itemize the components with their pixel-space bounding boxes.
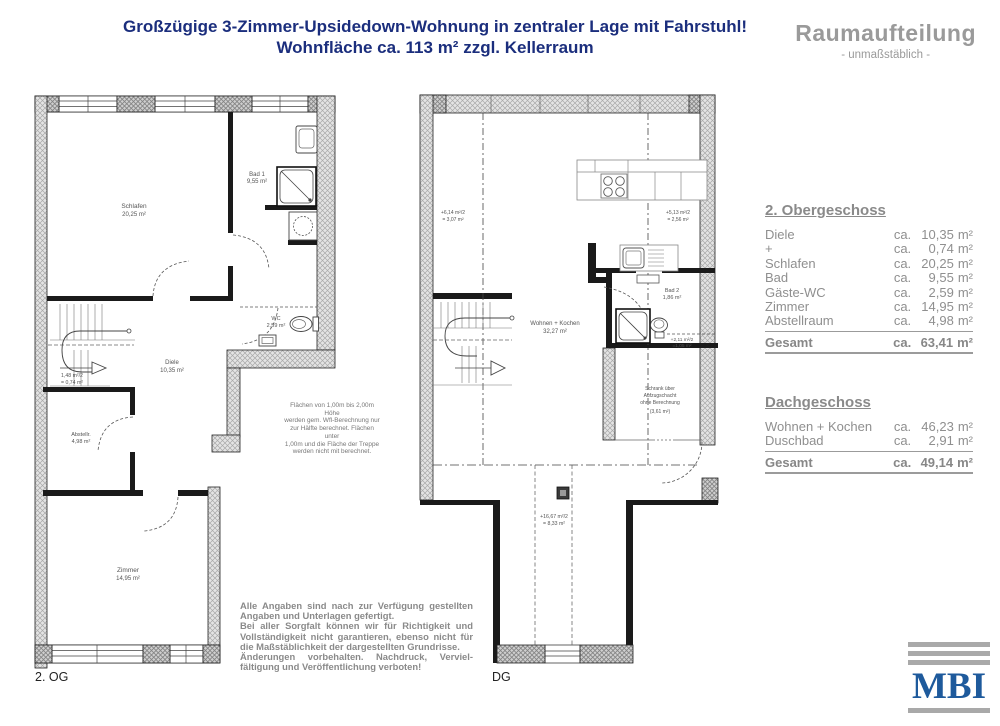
area-table-og xyxy=(765,202,973,354)
area-row xyxy=(765,257,973,271)
stair-half-area-line1: 1,48 m²/2 xyxy=(61,373,83,379)
area-row-unit: m² xyxy=(957,299,973,315)
area-total-label: Gesamt xyxy=(765,454,813,470)
area-total-prefix: ca. xyxy=(893,334,912,350)
area-row-num: 9,55 xyxy=(928,270,954,286)
area-row-num: 14,95 xyxy=(921,299,954,315)
area-row-prefix: ca. xyxy=(893,255,912,271)
page-title-line1: Großzügige 3-Zimmer-Upsidedown-Wohnung in zentraler Lage mit Fahrstuhl! xyxy=(123,17,747,36)
room-label-wc-name: WC xyxy=(271,316,281,322)
bad2-half-line2: =1,05 m² xyxy=(672,344,692,349)
calculation-note-line: werden gem. Wfl-Berechnung nur xyxy=(284,417,380,425)
calculation-note-line: werden nicht mit berechnet. xyxy=(292,448,372,456)
area-row-num: 46,23 xyxy=(921,419,954,434)
area-total-label: Gesamt xyxy=(765,334,813,350)
stair-half-area-line2: = 0,74 m² xyxy=(60,380,84,386)
dormer-right-line1: +5,13 m²/2 xyxy=(665,210,691,216)
room-label-wc-area: 2,59 m² xyxy=(266,323,286,329)
disclaimer xyxy=(240,601,473,672)
disclaimer-line: die Maßstäblichkeit der dargestellten Grundrisse. xyxy=(240,640,460,652)
area-total-row xyxy=(765,454,973,474)
kitchen-counter-icon xyxy=(577,160,707,200)
room-label-abstell-name: Abstellr. xyxy=(71,432,91,438)
floor-label-2og: 2. OG xyxy=(35,670,69,684)
area-row-unit: m² xyxy=(957,313,973,329)
logo-bar xyxy=(908,708,990,713)
area-row-num: 2,91 xyxy=(928,433,954,449)
area-row-label: Diele xyxy=(765,227,795,242)
area-total-num: 63,41 xyxy=(920,334,954,350)
schrank-label-line4: (3,61 m²) xyxy=(649,409,671,415)
area-row-prefix: ca. xyxy=(893,313,912,329)
room-label-bad2-name: Bad 2 xyxy=(664,288,680,294)
kitchen-sink-icon xyxy=(620,245,678,271)
disclaimer-line: Änderungen vorbehalten. Nachdruck, Verviel- xyxy=(240,651,473,663)
area-row-unit: m² xyxy=(957,284,973,300)
area-row-unit: m² xyxy=(957,227,973,242)
area-row-prefix: ca. xyxy=(893,227,912,242)
area-table-dg-heading: Dachgeschoss xyxy=(765,394,871,411)
room-label-zimmer-name: Zimmer xyxy=(116,567,140,574)
area-total-prefix: ca. xyxy=(893,454,912,470)
chimney-icon xyxy=(557,487,569,499)
room-label-schlafen-area: 20,25 m² xyxy=(122,212,146,218)
area-row-num: 20,25 xyxy=(921,255,954,271)
area-row xyxy=(765,286,973,300)
room-label-abstell-area: 4,98 m² xyxy=(71,439,91,445)
area-row-num: 0,74 xyxy=(928,241,954,257)
area-row-unit: m² xyxy=(957,433,973,449)
washing-machine-icon xyxy=(289,212,317,240)
logo-bar xyxy=(908,660,990,665)
bathtub-shower-icon xyxy=(277,126,317,206)
corner-subtitle: - unmaßstäblich - xyxy=(841,49,931,61)
area-row-label: Bad xyxy=(765,270,789,286)
disclaimer-line: fältigung und Veröffentlichung verboten! xyxy=(240,661,422,673)
area-row-unit: m² xyxy=(957,419,973,434)
disclaimer-line: Angaben und Unterlagen gefertigt. xyxy=(240,610,395,622)
floor-label-dg: DG xyxy=(492,670,511,684)
page-title xyxy=(30,16,840,58)
calculation-note xyxy=(284,402,380,456)
room-label-diele-name: Diele xyxy=(165,360,179,366)
area-row-prefix: ca. xyxy=(893,241,912,257)
area-row-prefix: ca. xyxy=(893,419,912,434)
mbi-logo-text: MBI xyxy=(912,666,986,707)
tail-half-line2: = 8,33 m² xyxy=(542,521,566,527)
area-total-num: 49,14 xyxy=(920,454,954,470)
area-row-prefix: ca. xyxy=(893,284,912,300)
corner-title: Raumaufteilung xyxy=(795,20,976,46)
area-row-num: 10,35 xyxy=(921,227,954,242)
shower-icon xyxy=(616,309,650,343)
area-row xyxy=(765,434,973,451)
calculation-note-line: zur Hälfte berechnet. Flächen unter xyxy=(290,425,374,440)
area-total-unit: m² xyxy=(957,334,973,350)
room-label-wohnen-name: Wohnen + Kochen xyxy=(530,321,580,327)
room-label-wohnen-area: 32,27 m² xyxy=(543,329,567,335)
mbi-logo xyxy=(908,642,990,713)
logo-bar xyxy=(908,642,990,647)
schrank-box xyxy=(615,440,702,483)
room-label-diele-area: 10,35 m² xyxy=(160,368,184,374)
floorplan-dg xyxy=(415,88,725,688)
schrank-label-line1: Schrank über xyxy=(645,386,675,392)
room-label-bad2-area: 1,86 m² xyxy=(662,295,682,301)
disclaimer-line: Alle Angaben sind nach zur Verfügung gestellten xyxy=(240,600,473,611)
area-row-num: 4,98 xyxy=(928,313,954,329)
area-table-og-heading: 2. Obergeschoss xyxy=(765,202,886,219)
logo-bar xyxy=(908,651,990,656)
dormer-left-line1: +6,14 m²/2 xyxy=(440,210,466,216)
area-row-label: Zimmer xyxy=(765,299,810,315)
area-row-label: Abstellraum xyxy=(765,313,834,329)
area-row xyxy=(765,420,973,434)
area-row xyxy=(765,271,973,285)
area-total-unit: m² xyxy=(957,454,973,470)
room-label-zimmer-area: 14,95 m² xyxy=(116,576,140,582)
area-row xyxy=(765,300,973,314)
page-title-line2: Wohnfläche ca. 113 m² zzgl. Kellerraum xyxy=(276,38,594,57)
dormer-left-line2: = 3,07 m² xyxy=(442,217,464,223)
area-row-label: Gäste-WC xyxy=(765,284,826,300)
area-row-unit: m² xyxy=(957,241,973,257)
calculation-note-line: Flächen von 1,00m bis 2,00m Höhe xyxy=(290,402,374,417)
sink-icon xyxy=(259,335,276,346)
bad2-half-line1: +2,11 m²/2 xyxy=(670,338,694,343)
schrank-label-line2: Aufzugschacht xyxy=(643,393,677,399)
dormer-right-line2: = 2,56 m² xyxy=(667,217,689,223)
area-row-label: Wohnen + Kochen xyxy=(765,419,873,434)
dg-bottom-wall xyxy=(497,645,633,663)
dg-staircase xyxy=(433,302,514,385)
disclaimer-line: Bei aller Sorgfalt können wir für Richtigkeit und xyxy=(240,620,473,632)
schrank-label-line3: ohne Berechnung xyxy=(640,400,680,406)
area-row-num: 2,59 xyxy=(928,284,954,300)
og-door-arcs xyxy=(98,235,281,531)
room-label-bad1-area: 9,55 m² xyxy=(246,179,268,185)
corner-heading xyxy=(795,20,976,61)
room-label-schlafen-name: Schlafen xyxy=(121,203,147,210)
room-label-bad1-name: Bad 1 xyxy=(249,172,265,178)
area-row-prefix: ca. xyxy=(893,299,912,315)
area-row-prefix: ca. xyxy=(893,270,912,286)
area-row xyxy=(765,242,973,256)
calculation-note-line: 1,00m und die Fläche der Treppe xyxy=(284,440,380,448)
area-row-label: Duschbad xyxy=(765,433,824,449)
disclaimer-line: Vollständigkeit nicht garantieren, ebenso nicht für xyxy=(240,630,473,642)
area-table-dg xyxy=(765,394,973,474)
area-row-unit: m² xyxy=(957,270,973,286)
area-total-row xyxy=(765,334,973,354)
area-row xyxy=(765,228,973,242)
area-row-prefix: ca. xyxy=(893,433,912,449)
area-row xyxy=(765,314,973,331)
floorplan-2og xyxy=(30,88,345,688)
area-row-label: Schlafen xyxy=(765,255,816,271)
tail-half-line1: +16,67 m²/2 xyxy=(540,514,568,520)
area-row-label: + xyxy=(765,241,773,257)
area-row-unit: m² xyxy=(957,255,973,271)
